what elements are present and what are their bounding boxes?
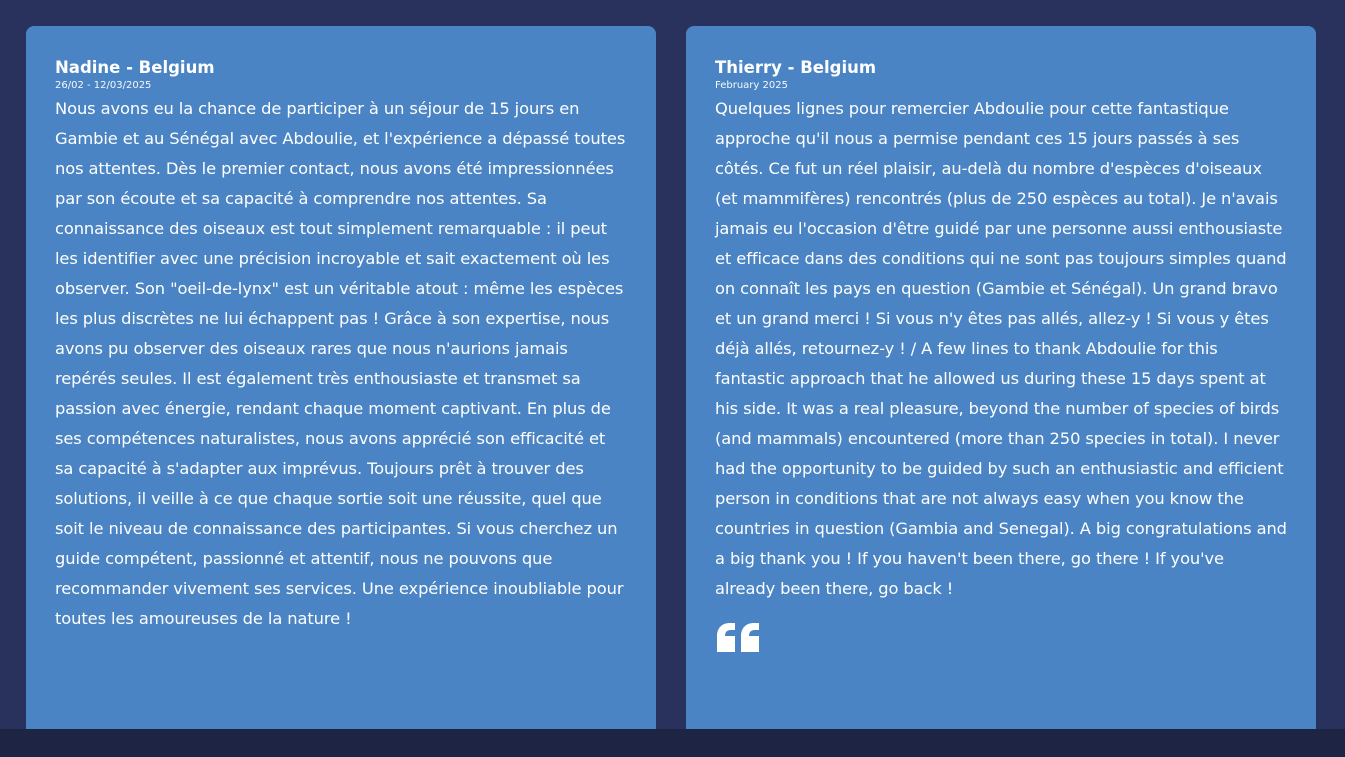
testimonial-card-nadine <box>26 26 656 757</box>
testimonial-card-thierry <box>686 26 1316 757</box>
testimonial-date: February 2025 <box>715 80 788 91</box>
testimonial-author: Thierry - Belgium <box>715 58 877 77</box>
testimonial-text: Nous avons eu la chance de participer à un séjour de 15 jours en Gambie et au Sénégal avec Abdoulie, et l'expérience a dépassé toutes nos attentes. Dès le premier contact, nous avons été impressionnées par son écoute et sa capacité à comprendre nos attentes. Sa connaissance des oiseaux est tout simplement remarquable : il peut les identifier avec une précision incroyable et sait exactement où les observer. Son "oeil-de-lynx" est un véritable atout : même les espèces les plus discrètes ne lui échappent pas ! Grâce à son expertise, nous avons pu observer des oiseaux rares que nous n'aurions jamais repérés seules. Il est également très enthousiaste et transmet sa passion avec énergie, rendant chaque moment captivant. En plus de ses compétences naturalistes, nous avons apprécié son efficacité et sa capacité à s'adapter aux imprévus. Toujours prêt à trouver des solutions, il veille à ce que chaque sortie soit une réussite, quel que soit le niveau de connaissance des participantes. Si vous cherchez un guide compétent, passionné et attentif, nous ne pouvons que recommander vivement ses services. Une expérience inoubliable pour toutes les amoureuses de la nature ! <box>55 99 626 628</box>
testimonial-date: 26/02 - 12/03/2025 <box>55 80 152 91</box>
bottom-bar <box>0 729 1345 757</box>
testimonial-author: Nadine - Belgium <box>55 58 215 77</box>
testimonial-text: Quelques lignes pour remercier Abdoulie pour cette fantastique approche qu'il nous a permise pendant ces 15 jours passés à ses côtés. Ce fut un réel plaisir, au-delà du nombre d'espèces d'oiseaux (et mammifères) rencontrés (plus de 250 espèces au total). Je n'avais jamais eu l'occasion d'être guidé par une personne aussi enthousiaste et efficace dans des conditions qui ne sont pas toujours simples quand on connaît les pays en question (Gambie et Sénégal). Un grand bravo et un grand merci ! Si vous n'y êtes pas allés, allez-y ! Si vous y êtes déjà allés, retournez-y ! / A few lines to thank Abdoulie for this fantastic approach that he allowed us during these 15 days spent at his side. It was a real pleasure, beyond the number of species of birds (and mammals) encountered (more than 250 species in total). I never had the opportunity to be guided by such an enthusiastic and efficient person in conditions that are not always easy when you know the countries in question (Gambia and Senegal). A big congratulations and a big thank you ! If you haven't been there, go there ! If you've already been there, go back ! <box>715 99 1287 598</box>
quote-icon <box>715 622 761 654</box>
